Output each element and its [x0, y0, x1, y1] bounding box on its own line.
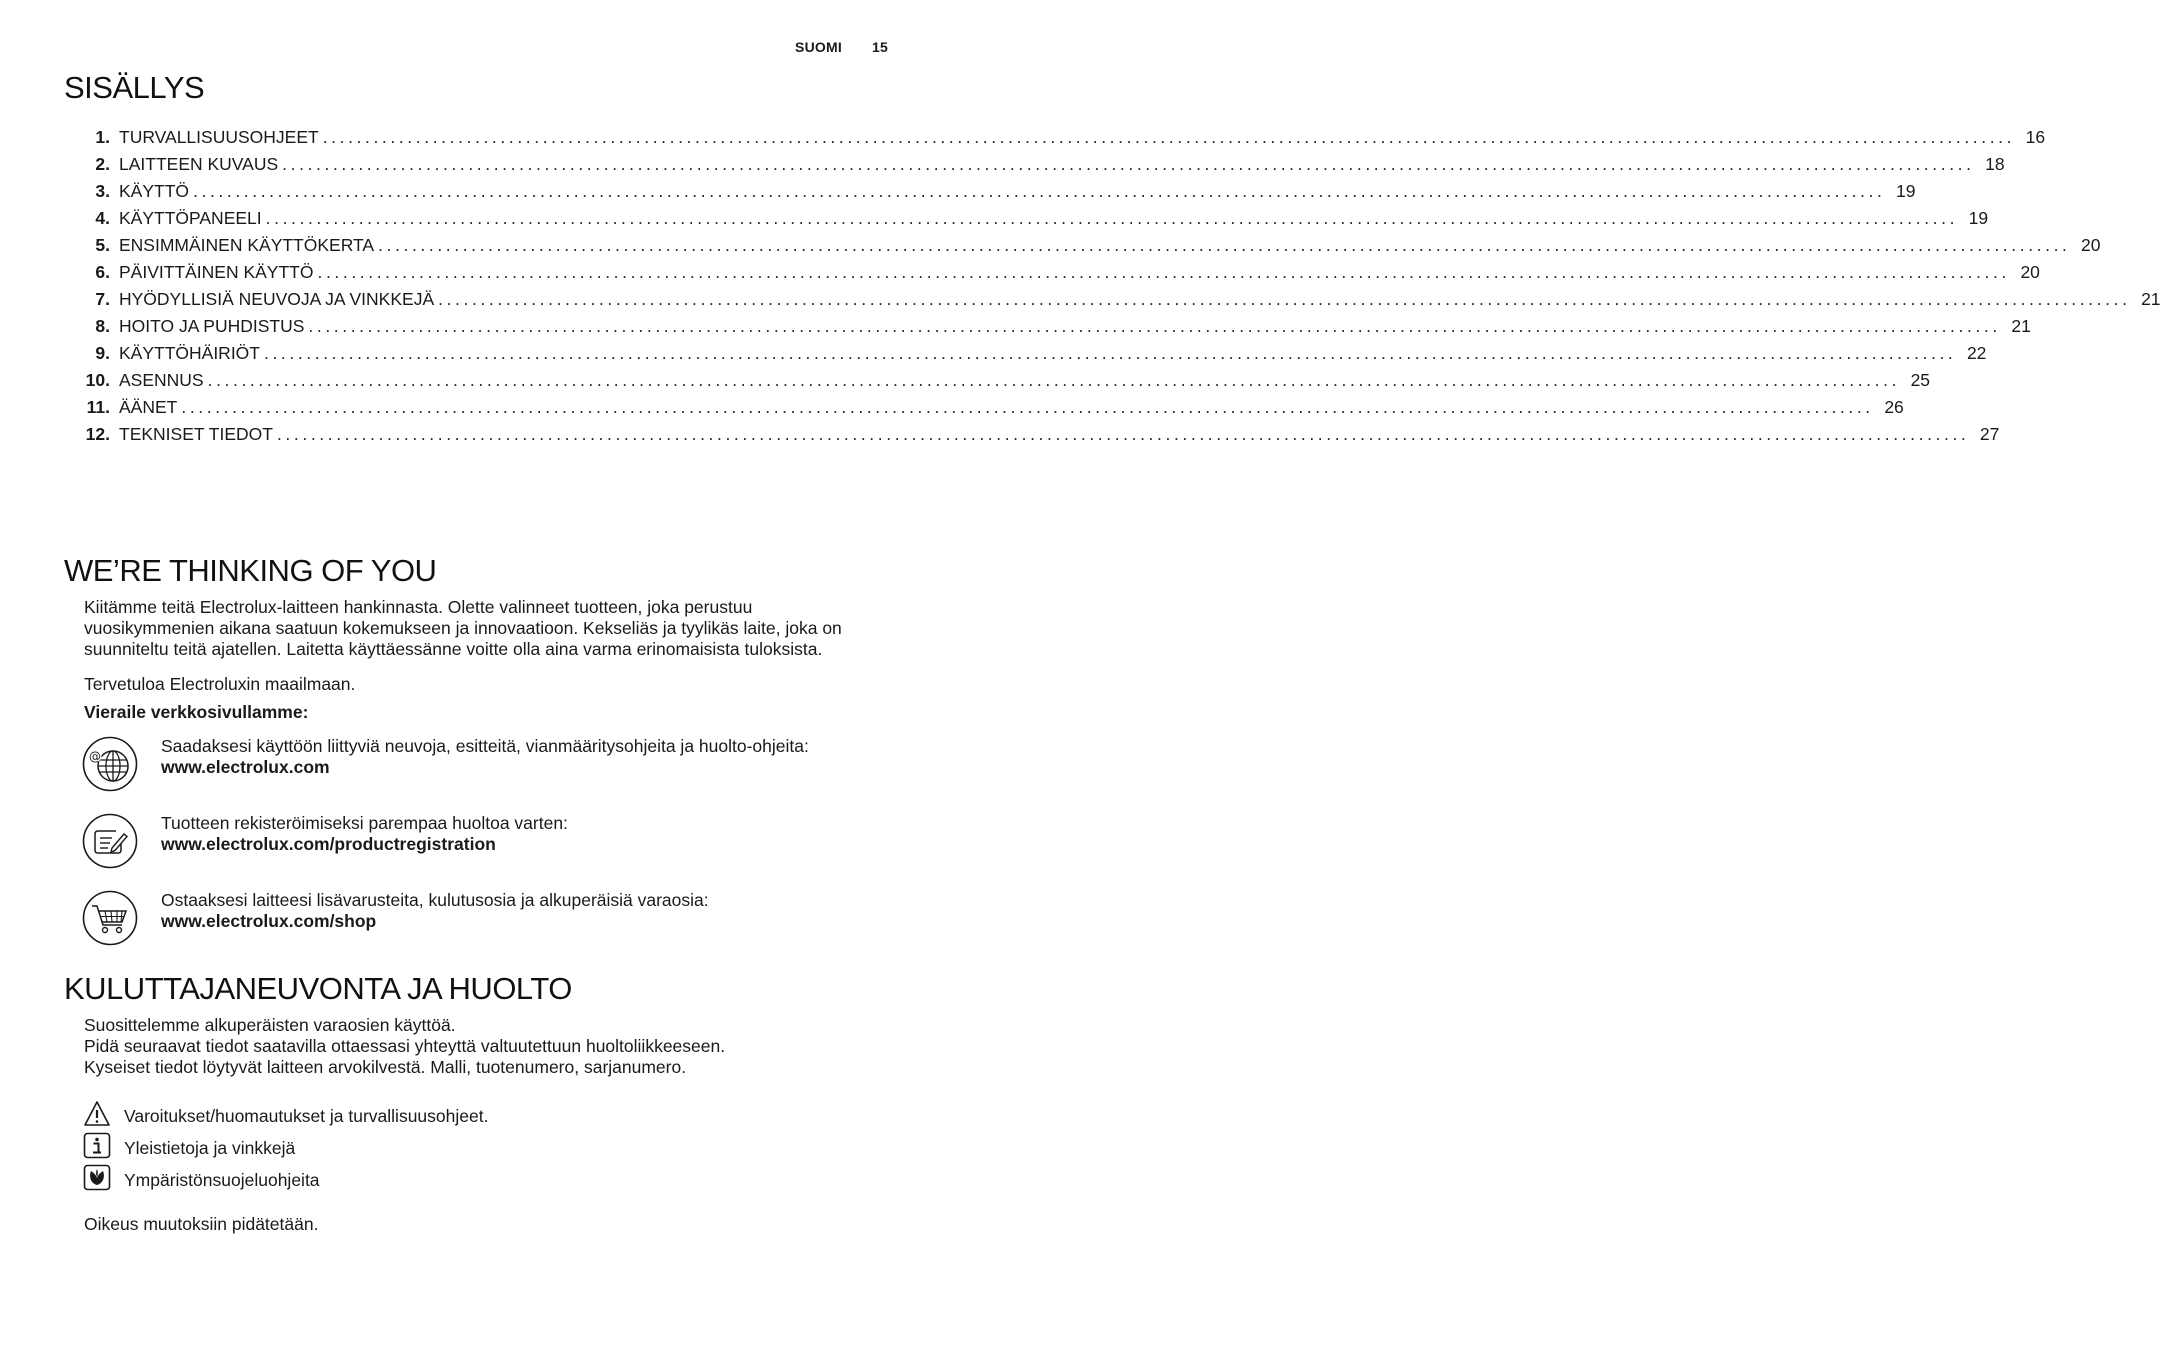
- toc-entry-title: HOITO JA PUHDISTUS: [119, 316, 305, 336]
- toc-row[interactable]: [82, 124, 2046, 151]
- toc-number: 7.: [95, 289, 110, 309]
- toc-number: 1.: [95, 127, 110, 147]
- toc-number: 11.: [86, 397, 110, 417]
- web-item-shop: [82, 890, 902, 948]
- shop-link[interactable]: www.electrolux.com/shop: [161, 911, 377, 931]
- changes-note: Oikeus muutoksiin pidätetään.: [84, 1214, 319, 1234]
- toc-number: 3.: [95, 181, 110, 201]
- toc-entry-title: KÄYTTÖHÄIRIÖT: [119, 343, 260, 363]
- language-label: SUOMI: [795, 39, 842, 55]
- web-item-support: [82, 736, 902, 794]
- toc-leader-dots: ........................................................................................................................................................................................................: [378, 235, 2071, 255]
- toc-number: 4.: [95, 208, 110, 228]
- toc-row[interactable]: [82, 367, 1931, 394]
- toc-number: 6.: [95, 262, 110, 282]
- toc-page-number: 27: [1979, 424, 2000, 444]
- svg-text:@: @: [89, 749, 101, 764]
- intro-line: Kiitämme teitä Electrolux-laitteen hankinnasta. Olette valinneet tuotteen, joka perustuu: [84, 597, 753, 617]
- toc-page-number: 22: [1966, 343, 1987, 363]
- toc-leader-dots: ........................................................................................................................................................................................................: [317, 262, 2010, 282]
- toc-leader-dots: ........................................................................................................................................................................................................: [207, 370, 1901, 390]
- toc-row[interactable]: [82, 151, 2005, 178]
- registration-link[interactable]: www.electrolux.com/productregistration: [161, 834, 496, 854]
- legend-text: Varoitukset/huomautukset ja turvallisuusohjeet.: [124, 1106, 489, 1126]
- toc-page-number: 20: [2081, 235, 2101, 255]
- page-header: [795, 39, 888, 55]
- registration-form-icon: [82, 813, 138, 869]
- electrolux-link[interactable]: www.electrolux.com: [161, 757, 330, 777]
- toc-page-number: 18: [1985, 154, 2005, 174]
- toc-row[interactable]: [82, 421, 2000, 448]
- environment-leaf-icon: [83, 1164, 111, 1192]
- toc-entry-title: ÄÄNET: [119, 397, 178, 417]
- toc-page-number: 16: [2025, 127, 2046, 147]
- toc-page-number: 25: [1910, 370, 1931, 390]
- legend-warning: [83, 1100, 683, 1130]
- toc-entry-title: PÄIVITTÄINEN KÄYTTÖ: [119, 262, 314, 282]
- info-icon: [83, 1132, 111, 1160]
- toc-page-number: 21: [2011, 316, 2031, 336]
- web-item-description: Tuotteen rekisteröimiseksi parempaa huoltoa varten:: [161, 813, 568, 833]
- service-title: KULUTTAJANEUVONTA JA HUOLTO: [64, 971, 572, 1006]
- intro-paragraph: [84, 597, 904, 660]
- web-item-text: [161, 890, 709, 932]
- toc-leader-dots: ........................................................................................................................................................................................................: [282, 154, 1975, 174]
- toc-leader-dots: ........................................................................................................................................................................................................: [263, 343, 1957, 363]
- toc-page-number: 21: [2141, 289, 2161, 309]
- toc-number: 10.: [85, 370, 110, 390]
- toc-page-number: 20: [2020, 262, 2040, 282]
- globe-at-icon: [82, 736, 138, 792]
- toc-number: 9.: [95, 343, 110, 363]
- toc-row[interactable]: [82, 313, 2031, 340]
- legend-text: Yleistietoja ja vinkkejä: [124, 1138, 296, 1158]
- toc-leader-dots: ........................................................................................................................................................................................................: [193, 181, 1886, 201]
- toc-entry-title: KÄYTTÖPANEELI: [119, 208, 262, 228]
- shopping-cart-icon: [82, 890, 138, 946]
- welcome-text: Tervetuloa Electroluxin maailmaan.: [84, 674, 356, 694]
- thinking-title: WE’RE THINKING OF YOU: [64, 553, 437, 588]
- toc-entry-title: TEKNISET TIEDOT: [119, 424, 273, 444]
- web-item-text: [161, 736, 809, 778]
- service-line: Suosittelemme alkuperäisten varaosien käyttöä.: [84, 1015, 456, 1035]
- toc-row[interactable]: [82, 178, 1916, 205]
- web-item-text: [161, 813, 568, 855]
- web-item-description: Ostaaksesi laitteesi lisävarusteita, kulutusosia ja alkuperäisiä varaosia:: [161, 890, 709, 910]
- toc-leader-dots: ........................................................................................................................................................................................................: [181, 397, 1874, 417]
- toc-entry-title: KÄYTTÖ: [119, 181, 190, 201]
- toc-leader-dots: ........................................................................................................................................................................................................: [308, 316, 2001, 336]
- toc-row[interactable]: [82, 232, 2101, 259]
- toc-leader-dots: ........................................................................................................................................................................................................: [265, 208, 1959, 228]
- toc-title: SISÄLLYS: [64, 70, 205, 105]
- toc-entry-title: ASENNUS: [119, 370, 204, 390]
- toc-row[interactable]: [82, 205, 1989, 232]
- toc-entry-title: HYÖDYLLISIÄ NEUVOJA JA VINKKEJÄ: [119, 289, 435, 309]
- toc-page-number: 19: [1968, 208, 1989, 228]
- visit-label: Vieraile verkkosivullamme:: [84, 702, 309, 722]
- service-line: Kyseiset tiedot löytyvät laitteen arvokilvestä. Malli, tuotenumero, sarjanumero.: [84, 1057, 687, 1077]
- legend-environment: [83, 1164, 683, 1194]
- toc-number: 2.: [95, 154, 110, 174]
- legend-text: Ympäristönsuojeluohjeita: [124, 1170, 320, 1190]
- toc-row[interactable]: [82, 394, 1904, 421]
- toc-row[interactable]: [82, 340, 1987, 367]
- toc-entry-title: TURVALLISUUSOHJEET: [119, 127, 319, 147]
- toc-entry-title: ENSIMMÄINEN KÄYTTÖKERTA: [119, 235, 375, 255]
- intro-line: suunniteltu teitä ajatellen. Laitetta käyttäessänne voitte olla aina varma erinomaisista tuloksista.: [84, 639, 823, 659]
- legend-info: [83, 1132, 683, 1162]
- page-number: 15: [872, 39, 888, 55]
- intro-line: vuosikymmenien aikana saatuun kokemukseen ja innovaatioon. Kekseliäs ja tyylikäs laite, joka on: [84, 618, 842, 638]
- toc-leader-dots: ........................................................................................................................................................................................................: [438, 289, 2131, 309]
- toc-number: 8.: [95, 316, 110, 336]
- toc-row[interactable]: [82, 259, 2040, 286]
- web-item-description: Saadaksesi käyttöön liittyviä neuvoja, esitteitä, vianmääritysohjeita ja huolto-ohjeita:: [161, 736, 809, 756]
- toc-page-number: 19: [1895, 181, 1916, 201]
- warning-triangle-icon: [83, 1100, 111, 1128]
- table-of-contents: [82, 124, 2161, 448]
- toc-number: 5.: [95, 235, 110, 255]
- toc-row[interactable]: [82, 286, 2161, 313]
- toc-leader-dots: ........................................................................................................................................................................................................: [322, 127, 2016, 147]
- service-line: Pidä seuraavat tiedot saatavilla ottaessasi yhteyttä valtuutettuun huoltoliikkeeseen.: [84, 1036, 726, 1056]
- toc-page-number: 26: [1884, 397, 1904, 417]
- service-paragraph: [84, 1015, 904, 1078]
- toc-entry-title: LAITTEEN KUVAUS: [119, 154, 279, 174]
- toc-number: 12.: [85, 424, 110, 444]
- web-item-registration: [82, 813, 902, 871]
- toc-leader-dots: ........................................................................................................................................................................................................: [276, 424, 1970, 444]
